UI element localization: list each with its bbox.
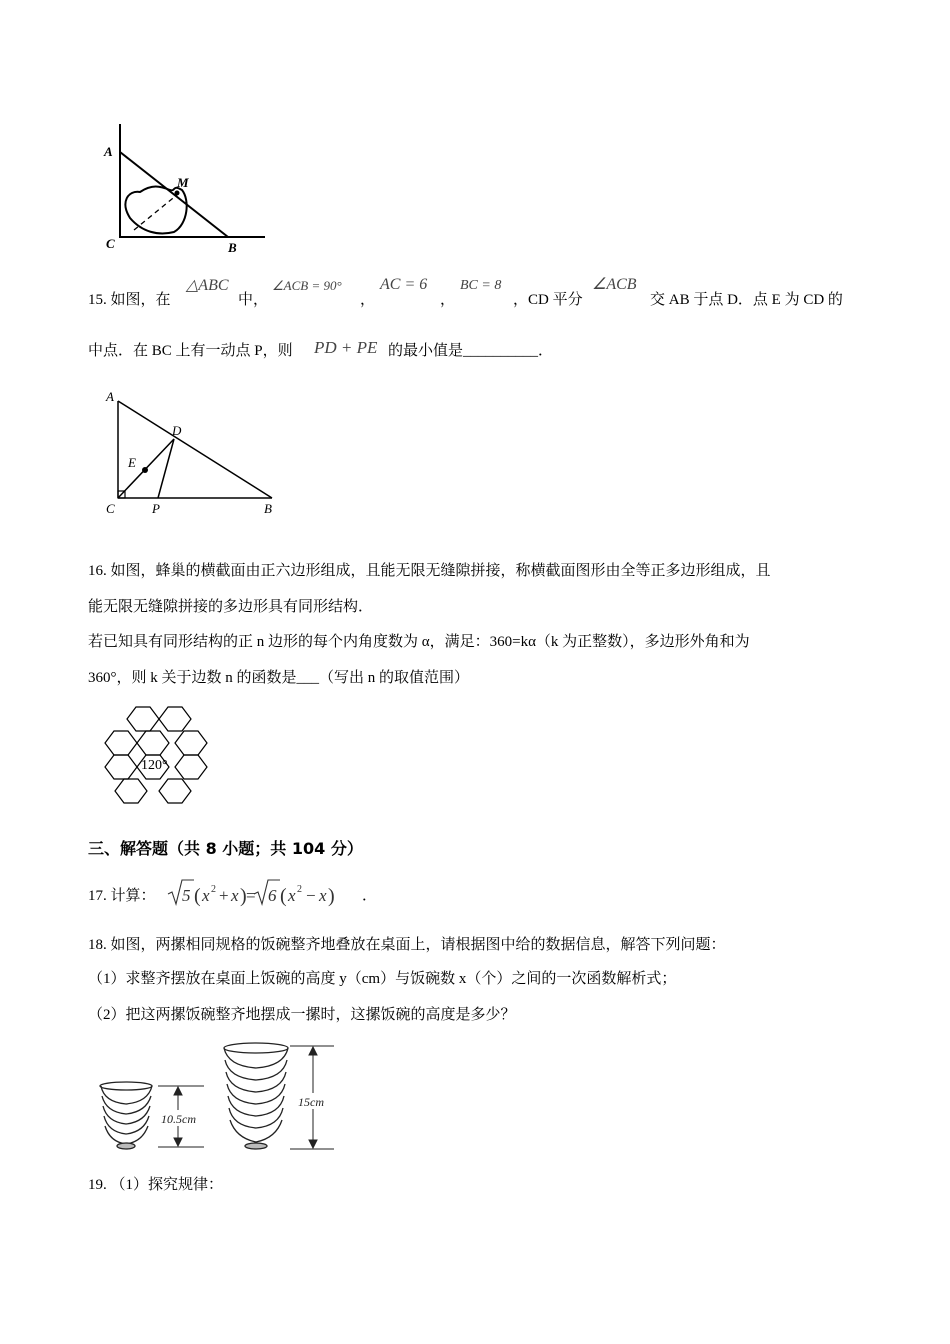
fig15-side-ab — [118, 401, 272, 498]
figure-q15 — [100, 385, 290, 520]
figure-q14 — [100, 120, 280, 260]
fig14-point-m — [175, 191, 180, 196]
q16-line-1: 16. 如图，蜂巢的横截面由正六边形组成，且能无限无缝隙拼接，称横截面图形由全等正多边形组成，且 — [88, 563, 771, 579]
q15-comma-1: ， — [360, 292, 376, 308]
hexagon-lower-right — [175, 755, 207, 779]
fig18-height-left: 10.5cm — [161, 1112, 196, 1126]
fig14-label-b: B — [228, 240, 237, 255]
svg-text:x: x — [231, 886, 239, 905]
svg-text:=: = — [246, 886, 256, 905]
q15-mid: 中， — [238, 292, 269, 308]
svg-text:−: − — [306, 886, 316, 905]
q16-line-2: 能无限无缝隙拼接的多边形具有同形结构． — [88, 599, 374, 615]
fig15-label-p: P — [152, 501, 160, 516]
q15-comma-2: ， — [440, 292, 456, 308]
fig15-point-e — [142, 467, 148, 473]
fig18-height-right: 15cm — [298, 1095, 324, 1109]
q19-line-1: 19. （1）探究规律： — [88, 1177, 224, 1193]
hexagon-bottom-right — [159, 779, 191, 803]
svg-text:): ) — [328, 885, 335, 907]
hexagon-upper-left — [105, 731, 137, 755]
q17-prefix: 17. 计算： — [88, 888, 156, 904]
q15-triangle: △ABC — [186, 277, 229, 294]
q15-number: 15. 如图，在 — [88, 292, 171, 308]
q15-line2-start: 中点．在 BC 上有一动点 P，则 — [88, 343, 293, 359]
q15-tail: 交 AB 于点 D．点 E 为 CD 的 — [650, 292, 843, 308]
svg-text:(: ( — [280, 885, 287, 907]
q15-line2-end: 的最小值是__________． — [388, 343, 554, 359]
fig15-label-c: C — [106, 501, 115, 516]
q15-ac: AC = 6 — [380, 276, 428, 293]
fig14-dashed-line — [134, 194, 178, 230]
fig14-label-c: C — [106, 236, 115, 251]
fig15-label-e: E — [128, 455, 136, 470]
q16-line-4: 360°，则 k 关于边数 n 的函数是___（写出 n 的取值范围） — [88, 670, 470, 686]
fig14-label-m: M — [177, 175, 189, 190]
hexagon-bottom-left — [115, 779, 147, 803]
q18-part-2: （2）把这两摞饭碗整齐地摆成一摞时，这摞饭碗的高度是多少？ — [88, 1007, 516, 1023]
svg-text:6: 6 — [268, 886, 277, 905]
q17-suffix: ． — [362, 888, 378, 904]
q15-expression: PD + PE — [314, 338, 378, 357]
fig15-label-b: B — [264, 501, 272, 516]
svg-text:2: 2 — [297, 884, 302, 895]
q15-bc: BC = 8 — [460, 278, 502, 293]
q18-line-1: 18. 如图，两摞相同规格的饭碗整齐地叠放在桌面上，请根据图中给的数据信息，解答下列问题： — [88, 937, 726, 953]
fig14-label-a: A — [104, 144, 113, 159]
q15-angle-acb: ∠ACB = 90° — [272, 278, 342, 293]
q15-angle-acb-2: ∠ACB — [592, 276, 637, 293]
q16-line-3: 若已知具有同形结构的正 n 边形的每个内角度数为 α，满足：360=kα（k 为正整数），多边形外角和为 — [88, 634, 750, 650]
svg-text:): ) — [240, 885, 247, 907]
figure-q18-bowls — [98, 1038, 338, 1156]
hexagon-upper-right — [175, 731, 207, 755]
hexagon-top-left — [127, 707, 159, 731]
svg-text:(: ( — [194, 885, 201, 907]
svg-text:5: 5 — [182, 886, 191, 905]
fig15-label-a: A — [106, 389, 114, 404]
q15-cd-bisector: ，CD 平分 — [513, 292, 583, 308]
hexagon-lower-left — [105, 755, 137, 779]
svg-text:x: x — [288, 886, 296, 905]
figure-q16-honeycomb — [95, 700, 215, 820]
q18-part-1: （1）求整齐摆放在桌面上饭碗的高度 y（cm）与饭碗数 x（个）之间的一次函数解析式； — [88, 971, 677, 987]
fig15-label-d: D — [172, 423, 182, 438]
hexagon-top-right — [159, 707, 191, 731]
svg-text:+: + — [219, 886, 229, 905]
svg-text:x: x — [202, 886, 210, 905]
svg-text:x: x — [319, 886, 327, 905]
section-three-title: 三、解答题（共 8 小题；共 104 分） — [88, 839, 363, 858]
svg-text:2: 2 — [211, 884, 216, 895]
q17-equation — [164, 874, 364, 910]
hexagon-center — [137, 731, 169, 755]
fig16-angle-label: 120° — [141, 758, 168, 773]
